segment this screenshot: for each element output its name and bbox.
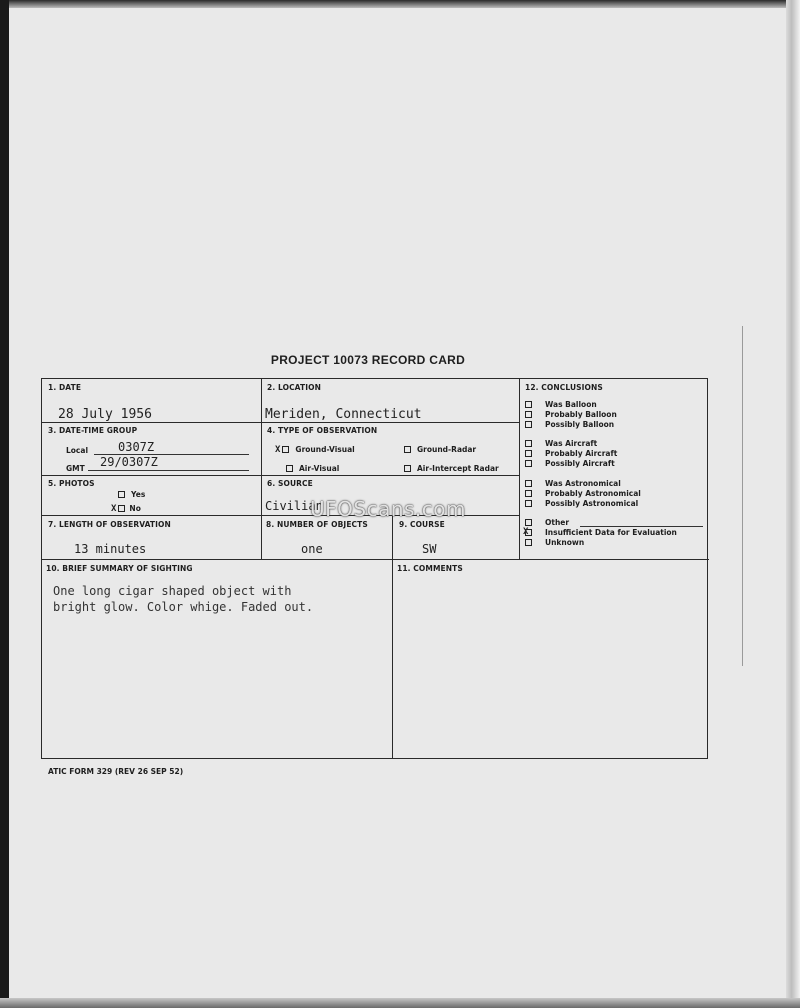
conclusion-was-astronomical[interactable]: Was Astronomical <box>525 479 710 489</box>
date-value: 28 July 1956 <box>58 407 152 422</box>
local-label: Local <box>66 446 89 455</box>
course-label: 9. COURSE <box>399 520 445 529</box>
conclusions-group-balloon <box>525 400 710 430</box>
conclusion-probably-balloon[interactable]: Probably Balloon <box>525 410 710 420</box>
air-visual-checkbox[interactable] <box>286 465 293 472</box>
date-label: 1. DATE <box>48 383 82 392</box>
sheet-edge-line <box>742 326 743 666</box>
scan-left-edge <box>0 0 9 1008</box>
air-intercept-radar-option[interactable]: Air-Intercept Radar <box>404 464 499 473</box>
observation-type-label: 4. TYPE OF OBSERVATION <box>267 426 378 435</box>
conclusions-label: 12. CONCLUSIONS <box>525 383 603 392</box>
conclusion-other[interactable]: Other <box>525 518 710 528</box>
ground-visual-mark: X <box>275 445 281 455</box>
summary-line-2: bright glow. Color whige. Faded out. <box>53 600 314 614</box>
conclusion-checkbox[interactable] <box>525 500 532 507</box>
summary-line-1: One long cigar shaped object with <box>53 584 292 598</box>
ground-visual-checkbox[interactable] <box>282 446 289 453</box>
air-intercept-radar-checkbox[interactable] <box>404 465 411 472</box>
conclusion-checkbox[interactable] <box>525 450 532 457</box>
scan-right-edge <box>786 0 800 1008</box>
air-visual-option[interactable]: Air-Visual <box>286 464 339 473</box>
conclusion-checkbox[interactable] <box>525 539 532 546</box>
summary-text <box>53 583 393 615</box>
gmt-time-value: 29/0307Z <box>100 455 158 469</box>
conclusion-possibly-astronomical[interactable]: Possibly Astronomical <box>525 499 710 509</box>
conclusion-checkbox[interactable] <box>525 440 532 447</box>
length-value: 13 minutes <box>74 542 147 556</box>
location-label: 2. LOCATION <box>267 383 321 392</box>
conclusion-checkbox[interactable] <box>525 529 532 536</box>
length-label: 7. LENGTH OF OBSERVATION <box>48 520 171 529</box>
conclusion-probably-astronomical[interactable]: Probably Astronomical <box>525 489 710 499</box>
conclusion-checkbox[interactable] <box>525 421 532 428</box>
conclusion-probably-aircraft[interactable]: Probably Aircraft <box>525 449 710 459</box>
conclusion-checkbox[interactable] <box>525 401 532 408</box>
site-watermark: UFOScans.com <box>310 497 466 521</box>
conclusion-unknown[interactable]: Unknown <box>525 538 710 548</box>
record-card <box>41 378 708 759</box>
conclusion-was-balloon[interactable]: Was Balloon <box>525 400 710 410</box>
conclusion-possibly-balloon[interactable]: Possibly Balloon <box>525 420 710 430</box>
insufficient-data-mark: X <box>523 527 529 537</box>
conclusion-checkbox[interactable] <box>525 411 532 418</box>
photos-no-checkbox[interactable] <box>118 505 125 512</box>
ground-visual-option[interactable]: X Ground-Visual <box>275 445 355 455</box>
objects-label: 8. NUMBER OF OBJECTS <box>266 520 368 529</box>
conclusions-group-aircraft <box>525 439 710 469</box>
source-label: 6. SOURCE <box>267 479 313 488</box>
conclusion-insufficient-data[interactable]: X Insufficient Data for Evaluation <box>523 527 677 537</box>
card-title: PROJECT 10073 RECORD CARD <box>270 353 466 367</box>
conclusion-checkbox[interactable] <box>525 480 532 487</box>
conclusion-checkbox[interactable] <box>525 490 532 497</box>
local-time-value: 0307Z <box>118 440 155 454</box>
dtg-label: 3. DATE-TIME GROUP <box>48 426 138 435</box>
conclusion-was-aircraft[interactable]: Was Aircraft <box>525 439 710 449</box>
location-value: Meriden, Connecticut <box>265 407 422 422</box>
conclusions-group-other <box>525 518 710 548</box>
ground-radar-checkbox[interactable] <box>404 446 411 453</box>
photos-label: 5. PHOTOS <box>48 479 95 488</box>
photos-yes-option[interactable]: Yes <box>118 490 145 499</box>
ground-radar-option[interactable]: Ground-Radar <box>404 445 476 454</box>
conclusion-checkbox[interactable] <box>525 460 532 467</box>
scan-bottom-edge <box>0 998 800 1008</box>
comments-label: 11. COMMENTS <box>397 564 463 573</box>
photos-no-mark: X <box>111 504 117 514</box>
gmt-label: GMT <box>66 464 85 473</box>
summary-label: 10. BRIEF SUMMARY OF SIGHTING <box>46 564 193 573</box>
objects-value: one <box>301 542 323 556</box>
conclusions-group-astronomical <box>525 479 710 509</box>
photos-yes-checkbox[interactable] <box>118 491 125 498</box>
form-footer: ATIC FORM 329 (REV 26 SEP 52) <box>48 767 184 776</box>
course-value: SW <box>422 542 437 556</box>
photos-no-option[interactable]: X No <box>111 504 141 514</box>
scan-top-edge <box>0 0 800 8</box>
conclusion-possibly-aircraft[interactable]: Possibly Aircraft <box>525 459 710 469</box>
source-value: Civilian <box>265 499 323 513</box>
conclusion-checkbox[interactable] <box>525 519 532 526</box>
